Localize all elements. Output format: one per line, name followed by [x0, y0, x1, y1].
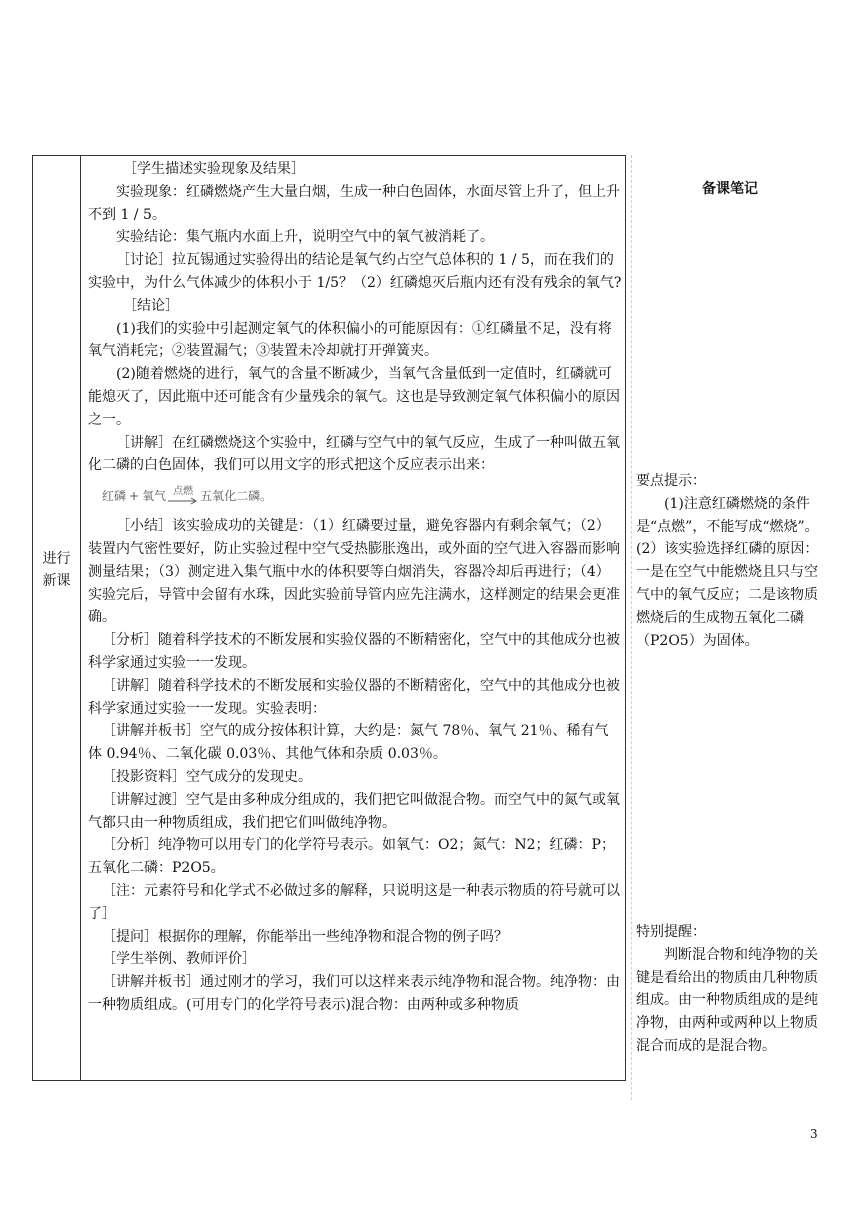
section-label-line-1: 进行	[42, 551, 71, 567]
paragraph: ［讲解并板书］通过刚才的学习，我们可以这样来表示纯净物和混合物。纯净物：由一种物质组成。(可用专门的化学符号表示)混合物：由两种或多种物质	[88, 974, 620, 1013]
paragraph: ［注：元素符号和化学式不必做过多的解释，只说明这是一种表示物质的符号就可以了］	[88, 882, 620, 922]
paragraph: ［讲解］随着科学技术的不断发展和实验仪器的不断精密化，空气中的其他成分也被科学家通过实验一一发现。实验表明：	[88, 677, 620, 717]
reaction-condition: 点燃	[173, 486, 194, 498]
page-number: 3	[810, 1127, 818, 1141]
word-equation	[88, 477, 622, 515]
section-label	[33, 548, 80, 592]
note-text: (1)注意红磷燃烧的条件是“点燃”，不能写成“燃烧”。(2）该实验选择红磷的原因：一是在空气中能燃烧且只与空气中的氧气反应；二是该物质燃烧后的生成物五氧化二磷（P2O5）为固体。	[636, 495, 819, 649]
key-points-note	[636, 470, 822, 652]
section-label-line-2: 新课	[42, 573, 71, 589]
paragraph: ［学生举例、教师评价］	[102, 951, 256, 968]
equation-end: 。	[260, 488, 273, 503]
column-divider	[80, 156, 81, 1080]
lesson-content	[88, 158, 622, 1017]
paragraph: ［讲解］在红磷燃烧这个实验中，红磷与空气中的氧气反应，生成了一种叫做五氧化二磷的白色固体，我们可以用文字的形式把这个反应表示出来：	[88, 434, 620, 474]
paragraph: ［分析］纯净物可以用专门的化学符号表示。如氧气：O2；氮气：N2；红磷：P；五氧化二磷：P2O5。	[88, 837, 615, 877]
paragraph: ［分析］随着科学技术的不断发展和实验仪器的不断精密化，空气中的其他成分也被科学家通过实验一一发现。	[88, 632, 620, 671]
paragraph: ［学生描述实验现象及结果］	[123, 161, 305, 177]
paragraph: ［投影资料］空气成分的发现史。	[102, 768, 312, 785]
lesson-table	[32, 155, 626, 1081]
reaction-arrow	[168, 487, 198, 505]
paragraph: ［讲解并板书］空气的成分按体积计算，大约是：氮气 78％、氧气 21％、稀有气体 0.94％、二氧化碳 0.03％、其他气体和杂质 0.03％。	[88, 723, 609, 763]
paragraph: (2)随着燃烧的进行，氧气的含量不断减少，当氧气含量低到一定值时，红磷就可能熄灭了，因此瓶中还可能含有少量残余的氧气。这也是导致测定氧气体积偏小的原因之一。	[88, 366, 620, 428]
product: 五氧化二磷	[200, 488, 261, 503]
reactant-2: 氧气	[142, 488, 167, 503]
note-title: 特别提醒：	[636, 924, 706, 940]
special-reminder-note	[636, 921, 822, 1058]
paragraph: (1)我们的实验中引起测定氧气的体积偏小的可能原因有：①红磷量不足，没有将氧气消耗完；②装置漏气；③装置未冷却就打开弹簧夹。	[88, 320, 612, 360]
plus-sign: +	[129, 488, 140, 503]
reactant-1: 红磷	[102, 488, 127, 503]
paragraph: ［小结］该实验成功的关键是：（1）红磷要过量，避免容器内有剩余氧气；（2）装置内气密性要好，防止实验过程中空气受热膨胀逸出，或外面的空气进入容器而影响测量结果；（3）测定进入集气瓶中水的体积要等白烟消失，容器冷却后再进行；（4）实验完后，导管中会留有水珠，因此实验前导管内应先注满水，这样测定的结果会更准确。	[88, 518, 620, 626]
notes-divider	[631, 155, 632, 1100]
notes-title: 备课笔记	[702, 181, 758, 197]
paragraph: 实验现象：红磷燃烧产生大量白烟，生成一种白色固体，水面尽管上升了，但上升不到 1 / 5。	[88, 183, 620, 223]
paragraph: ［提问］根据你的理解，你能举出一些纯净物和混合物的例子吗？	[102, 928, 508, 945]
note-text: 判断混合物和纯净物的关键是看给出的物质由几种物质组成。由一种物质组成的是纯净物，由两种或两种以上物质混合而成的是混合物。	[636, 946, 818, 1054]
paragraph: 实验结论：集气瓶内水面上升，说明空气中的氧气被消耗了。	[116, 229, 494, 246]
arrow-icon	[168, 497, 198, 505]
paragraph: ［讨论］拉瓦锡通过实验得出的结论是氧气约占空气总体积的 1 / 5，而在我们的实验中，为什么气体减少的体积小于 1/5？（2）红磷熄灭后瓶内还有没有残余的氧气?	[88, 252, 622, 291]
paragraph: ［结论］	[123, 297, 179, 314]
note-title: 要点提示：	[636, 473, 706, 489]
paragraph: ［讲解过渡］空气是由多种成分组成的，我们把它叫做混合物。而空气中的氮气或氧气都只由一种物质组成，我们把它们叫做纯净物。	[88, 791, 620, 831]
